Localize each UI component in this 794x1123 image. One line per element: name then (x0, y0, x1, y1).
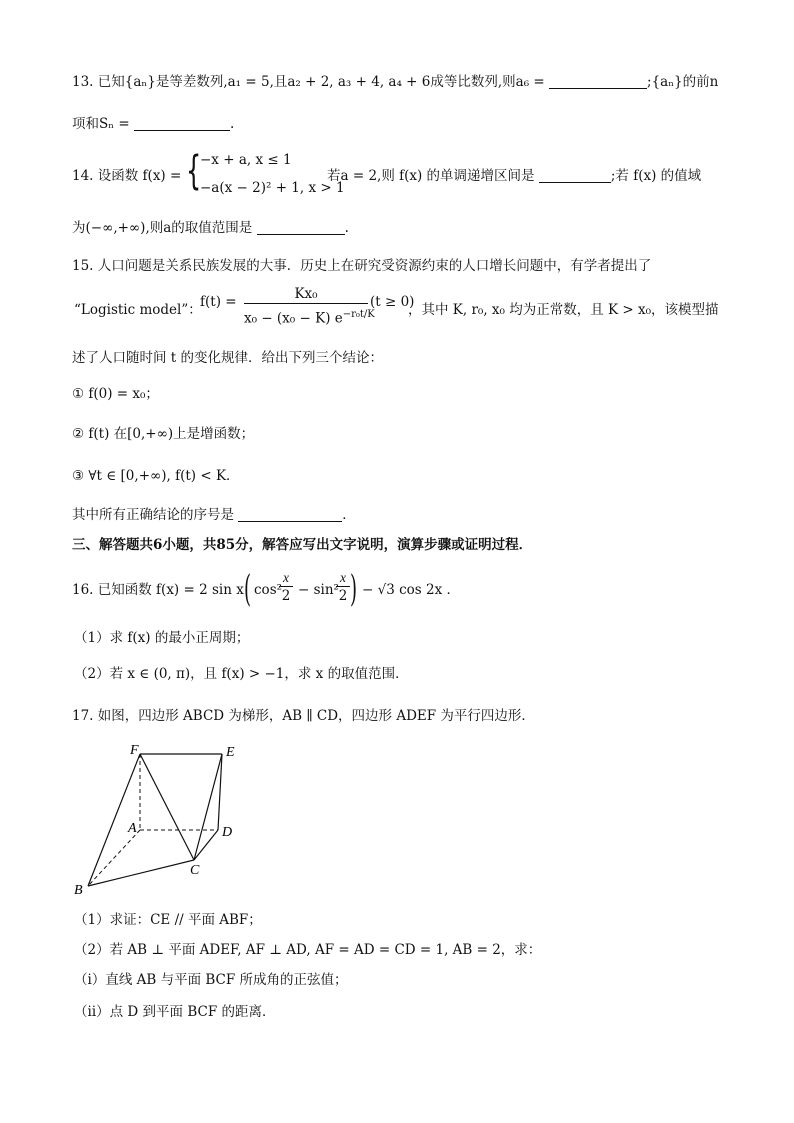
q16-tail: − √3 cos 2x ． (362, 582, 460, 598)
q15-model-label: “Logistic model”： (74, 302, 202, 318)
q15-den-text: x₀ − (x₀ − K) e (244, 310, 343, 327)
q16-part2: （2）若 x ∈ (0, π)，且 f(x) > −1，求 x 的取值范围． (74, 666, 409, 682)
q17-geometry-figure (66, 738, 246, 898)
q15-ask (72, 505, 356, 525)
q14-mid-text: 若a = 2,则 f(x) 的单调递增区间是 (327, 168, 535, 184)
q17-part2-i: （ⅰ）直线 AB 与平面 BCF 所成角的正弦值； (74, 972, 348, 988)
q14-brace: { (186, 148, 202, 194)
label-B: B (74, 883, 83, 898)
label-E: E (226, 745, 235, 760)
q14-mid (327, 166, 701, 186)
q16-frac1-num: x (279, 570, 293, 587)
q16-lparen: ( (244, 569, 252, 610)
q15-line1: 15. 人口问题是关系民族发展的大事．历史上在研究受资源约束的人口增长问题中，有学者提出了 (72, 258, 652, 274)
edge-EC (194, 754, 222, 860)
q15-exp: −r₀t/K (342, 309, 375, 320)
q15-blank-answer[interactable] (238, 507, 342, 522)
q16-minus-sin: − sin² (298, 582, 339, 598)
q15-f-lhs: f(t) = (200, 294, 237, 310)
q17-line1: 17. 如图，四边形 ABCD 为梯形，AB ∥ CD，四边形 ADEF 为平行四边形． (72, 708, 535, 724)
q13-blank-a6[interactable] (549, 74, 647, 89)
q14-case2: −a(x − 2)² + 1, x > 1 (200, 180, 345, 196)
edge-FC (140, 754, 194, 860)
q15-formula-num: Kx₀ (244, 285, 368, 304)
q13-text-tail: ;{aₙ}的前n (647, 74, 719, 90)
q17-part2-ii: （ⅱ）点 D 到平面 BCF 的距离． (74, 1004, 276, 1020)
label-F: F (130, 743, 139, 758)
section-3-heading: 三、解答题共6小题，共85分，解答应写出文字说明，演算步骤或证明过程． (72, 537, 533, 553)
q15-cond: (t ≥ 0) (370, 294, 415, 310)
q13-line1 (72, 72, 718, 92)
q14-blank-range[interactable] (257, 220, 345, 235)
q13-sn-label: 项和Sₙ = (72, 116, 130, 132)
q16-frac2-den: 2 (338, 588, 348, 604)
q15-conclusion-1: ① f(0) = x₀； (72, 386, 159, 402)
q15-conclusion-2: ② f(t) 在[0,+∞)上是增函数； (72, 426, 255, 442)
q14-case1: −x + a, x ≤ 1 (200, 152, 292, 168)
q15-ask-tail: ． (342, 507, 356, 523)
q16-frac1-den: 2 (281, 588, 291, 604)
q14-blank-interval[interactable] (539, 168, 611, 183)
q13-line2 (72, 114, 234, 134)
edge-AB-hidden (88, 830, 140, 886)
q17-part2: （2）若 AB ⊥ 平面 ADEF, AF ⊥ AD, AF = AD = CD = 1, AB = 2，求： (74, 942, 542, 958)
q14-line2 (72, 218, 349, 238)
label-C: C (190, 863, 200, 878)
q15-line2-tail: ，其中 K, r₀, x₀ 均为正常数，且 K > x₀，该模型描 (408, 302, 719, 318)
q16-part1: （1）求 f(x) 的最小正周期； (74, 630, 250, 646)
edge-BC (88, 860, 194, 886)
q15-conclusion-3: ③ ∀t ∈ [0,+∞), f(t) < K． (72, 468, 240, 484)
q15-formula (244, 285, 375, 330)
q14-prefix: 14. 设函数 f(x) = (72, 168, 182, 184)
q15-ask-text: 其中所有正确结论的序号是 (72, 507, 234, 523)
q13-text: 13. 已知{aₙ}是等差数列,a₁ = 5,且a₂ + 2, a₃ + 4, a₄ + 6成等比数列,则a₆ = (72, 74, 545, 90)
q16-frac2-num: x (336, 570, 350, 587)
q13-blank-sn[interactable] (134, 116, 230, 131)
label-D: D (222, 825, 233, 840)
q16-rparen: ) (350, 569, 358, 610)
q15-line3: 述了人口随时间 t 的变化规律．给出下列三个结论： (72, 350, 384, 366)
q16-frac1 (279, 570, 293, 605)
q15-formula-den (244, 304, 375, 330)
q16-prefix: 16. 已知函数 f(x) = 2 sin x (72, 582, 244, 598)
q17-part1: （1）求证：CE // 平面 ABF； (74, 912, 262, 928)
q16-cos: cos² (254, 582, 283, 598)
q13-period: . (230, 116, 235, 132)
q14-line2-text: 为(−∞,+∞),则a的取值范围是 (72, 220, 253, 236)
q14-mid-tail: ;若 f(x) 的值域 (610, 168, 702, 184)
label-A: A (128, 821, 137, 836)
q14-line2-tail: . (344, 220, 349, 236)
q16-frac2 (336, 570, 350, 605)
edge-FB (88, 754, 140, 886)
